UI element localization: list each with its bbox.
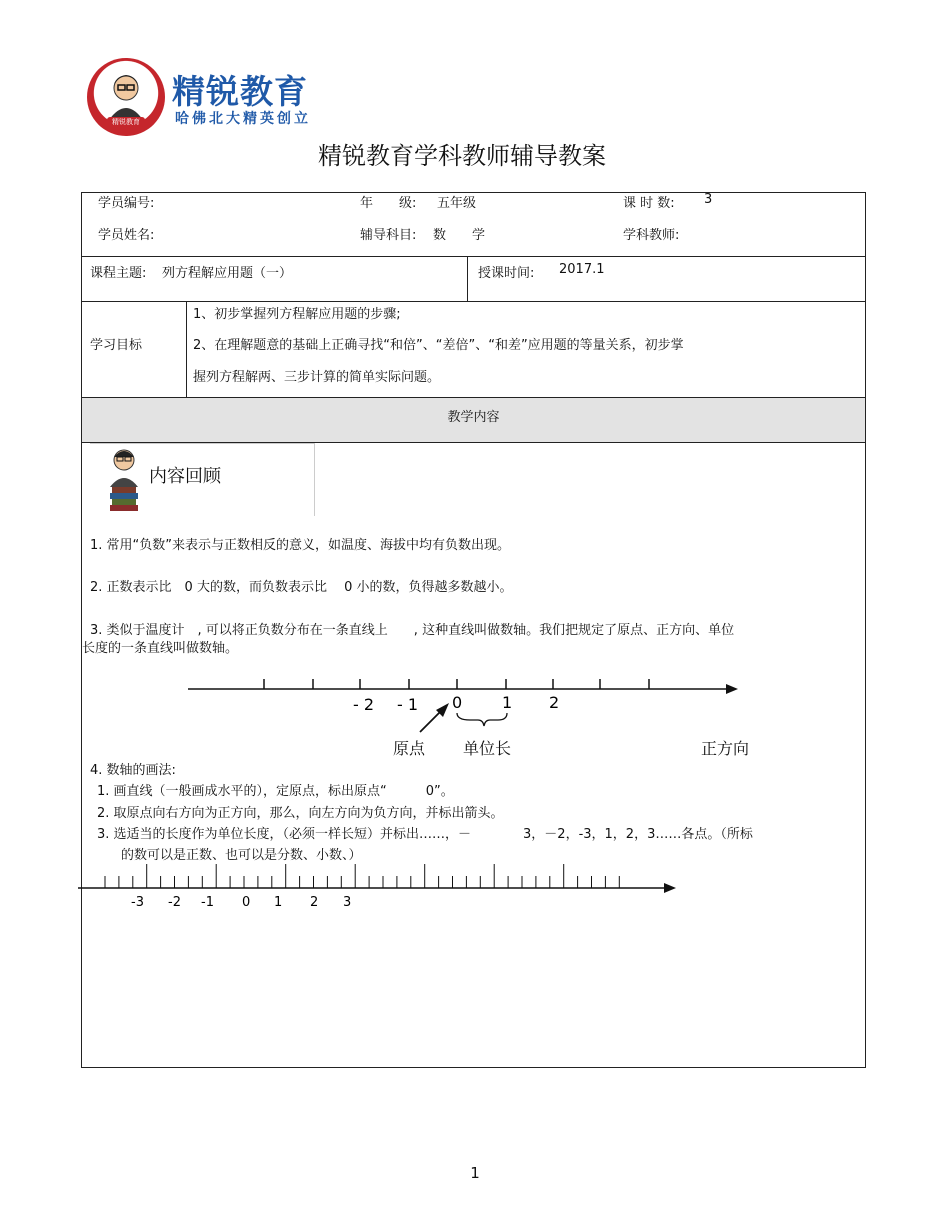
teacher-figure-icon — [104, 445, 144, 515]
goal-line-1: 1、初步掌握列方程解应用题的步骤; — [193, 307, 401, 322]
origin-label: 原点 — [393, 739, 426, 758]
content-header: 教学内容 — [447, 410, 500, 425]
grade-label: 年 级: — [360, 196, 417, 211]
goals-label: 学习目标 — [90, 338, 143, 353]
hours-value: 3 — [704, 192, 713, 207]
topic-label: 课程主题: — [90, 266, 147, 281]
axis-label: - 2 — [353, 695, 375, 714]
column-divider — [186, 301, 187, 397]
goal-line-2: 2、在理解题意的基础上正确寻找“和倍”、“差倍”、“和差”应用题的等量关系，初步掌 — [193, 338, 684, 353]
point-3a: 3. 类似于温度计 , 可以将正负数分布在一条直线上 , 这种直线叫做数轴。我们把规定了原点、正方向、单位 — [90, 623, 735, 638]
time-value: 2017.1 — [559, 262, 605, 277]
grade-value: 五年级 — [437, 196, 477, 211]
row-divider — [81, 256, 866, 257]
student-name-label: 学员姓名: — [98, 228, 155, 243]
logo-badge: 精锐教育 — [107, 117, 145, 127]
subject-label: 辅导科目: — [360, 228, 417, 243]
number-line-2 — [0, 855, 950, 925]
axis-label: 0 — [242, 895, 251, 910]
drawing-step-1: 1. 画直线（一般画成水平的），定原点，标出原点“ 0”。 — [97, 784, 454, 799]
arrow-head-icon — [726, 684, 738, 694]
axis-label: - 1 — [397, 695, 419, 714]
axis-label: -3 — [131, 895, 144, 910]
document-title: 精锐教育学科教师辅导教案 — [318, 142, 606, 170]
drawing-title: 4. 数轴的画法: — [90, 763, 176, 778]
page-number: 1 — [470, 1164, 480, 1182]
unit-length-label: 单位长 — [463, 739, 512, 758]
logo-slogan: 哈佛北大精英创立 — [175, 111, 311, 127]
drawing-step-3a: 3. 选适当的长度作为单位长度，（必须一样长短）并标出……，－ 3，－2，-3，1，2，3……各点。（所标 — [97, 827, 753, 842]
point-2: 2. 正数表示比 0 大的数，而负数表示比 0 小的数，负得越多数越小。 — [90, 580, 513, 595]
arrow-head-icon — [664, 883, 676, 893]
drawing-step-3b: 的数可以是正数、也可以是分数、小数、） — [121, 848, 362, 863]
teacher-label: 学科教师: — [623, 228, 680, 243]
axis-label: 2 — [549, 693, 560, 712]
axis-label: 3 — [343, 895, 352, 910]
student-id-label: 学员编号: — [98, 196, 155, 211]
axis-label: 1 — [274, 895, 283, 910]
hours-label: 课 时 数: — [623, 196, 675, 211]
axis-label: -1 — [201, 895, 214, 910]
review-title: 内容回顾 — [149, 466, 221, 487]
point-3b: 长度的一条直线叫做数轴。 — [82, 641, 239, 656]
topic-value: 列方程解应用题（一） — [162, 266, 293, 281]
positive-direction-label: 正方向 — [701, 739, 750, 758]
column-divider — [467, 256, 468, 301]
time-label: 授课时间: — [478, 266, 535, 281]
axis-label: 1 — [502, 693, 513, 712]
goal-line-3: 握列方程解两、三步计算的简单实际问题。 — [193, 370, 441, 385]
axis-label: 0 — [452, 693, 463, 712]
logo-text: 精锐教育 — [172, 72, 308, 111]
row-divider — [81, 301, 866, 302]
subject-value: 数 学 — [433, 228, 486, 243]
point-1: 1. 常用“负数”来表示与正数相反的意义，如温度、海拔中均有负数出现。 — [90, 538, 511, 553]
drawing-step-2: 2. 取原点向右方向为正方向，那么，向左方向为负方向，并标出箭头。 — [97, 806, 504, 821]
axis-label: -2 — [168, 895, 181, 910]
unit-brace — [457, 713, 507, 726]
axis-label: 2 — [310, 895, 319, 910]
